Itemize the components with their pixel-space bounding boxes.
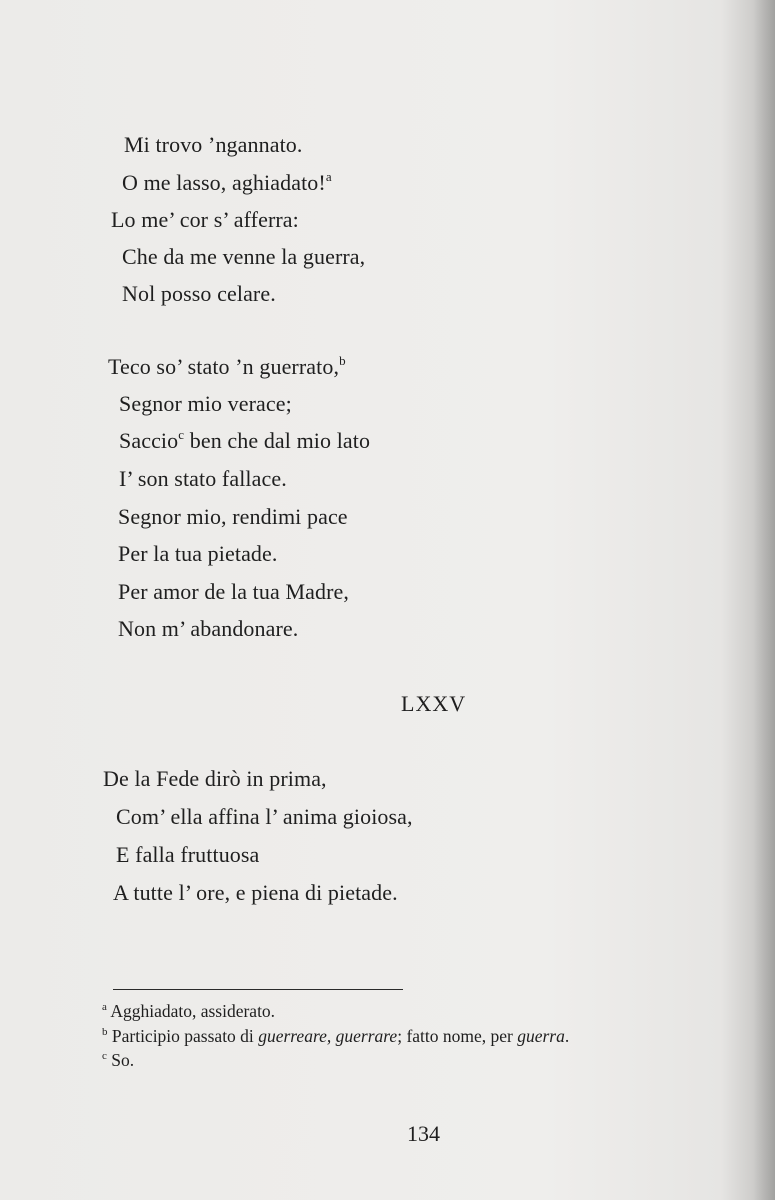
verse-line: Mi trovo ’ngannato.	[124, 132, 303, 157]
footnote	[102, 1000, 275, 1025]
footnote-separator	[113, 989, 403, 990]
footnote-marker: c	[102, 1050, 107, 1062]
footnote-marker: a	[325, 169, 332, 184]
verse-line: E falla fruttuosa	[116, 842, 260, 867]
verse-line: Per amor de la tua Madre,	[118, 579, 349, 604]
footnote-text: ; fatto nome, per	[397, 1026, 518, 1046]
verse-line	[108, 354, 346, 383]
footnote-marker: b	[339, 353, 346, 368]
footnote-marker: b	[102, 1026, 108, 1038]
footnote-text: .	[564, 1026, 570, 1046]
verse-line: Com’ ella affina l’ anima gioiosa,	[116, 804, 413, 829]
footnote-marker: c	[178, 427, 185, 442]
verse-text: O me lasso, aghiadato!	[122, 170, 326, 195]
footnote	[102, 1049, 134, 1074]
footnote	[102, 1025, 569, 1050]
page-number: 134	[407, 1121, 440, 1146]
verse-line: Non m’ abandonare.	[118, 616, 299, 641]
verse-line: Lo me’ cor s’ afferra:	[111, 207, 299, 232]
verse-line: I’ son stato fallace.	[119, 466, 287, 491]
verse-line	[119, 428, 370, 457]
footnote-italic: guerreare, guerrare	[258, 1026, 398, 1046]
footnote-marker: a	[102, 1001, 107, 1013]
verse-text: Teco so’ stato ’n guerrato,	[108, 354, 340, 379]
section-heading: LXXV	[401, 691, 467, 716]
footnote-text: So.	[111, 1050, 135, 1070]
verse-line: Che da me venne la guerra,	[122, 244, 366, 269]
verse-line: Nol posso celare.	[122, 281, 276, 306]
verse-line: Segnor mio, rendimi pace	[118, 504, 348, 529]
verse-line: De la Fede dirò in prima,	[103, 766, 327, 791]
verse-line: Segnor mio verace;	[119, 391, 292, 416]
footnote-text: Agghiadato, assiderato.	[110, 1001, 276, 1021]
footnote-text: Participio passato di	[111, 1026, 259, 1046]
verse-line: A tutte l’ ore, e piena di pietade.	[113, 880, 398, 905]
footnote-italic: guerra	[517, 1026, 565, 1046]
verse-text: Saccio	[119, 428, 179, 453]
verse-line: Per la tua pietade.	[118, 541, 278, 566]
page-edge-shadow	[753, 0, 775, 1200]
verse-line	[122, 170, 332, 199]
verse-text: ben che dal mio lato	[184, 428, 371, 453]
